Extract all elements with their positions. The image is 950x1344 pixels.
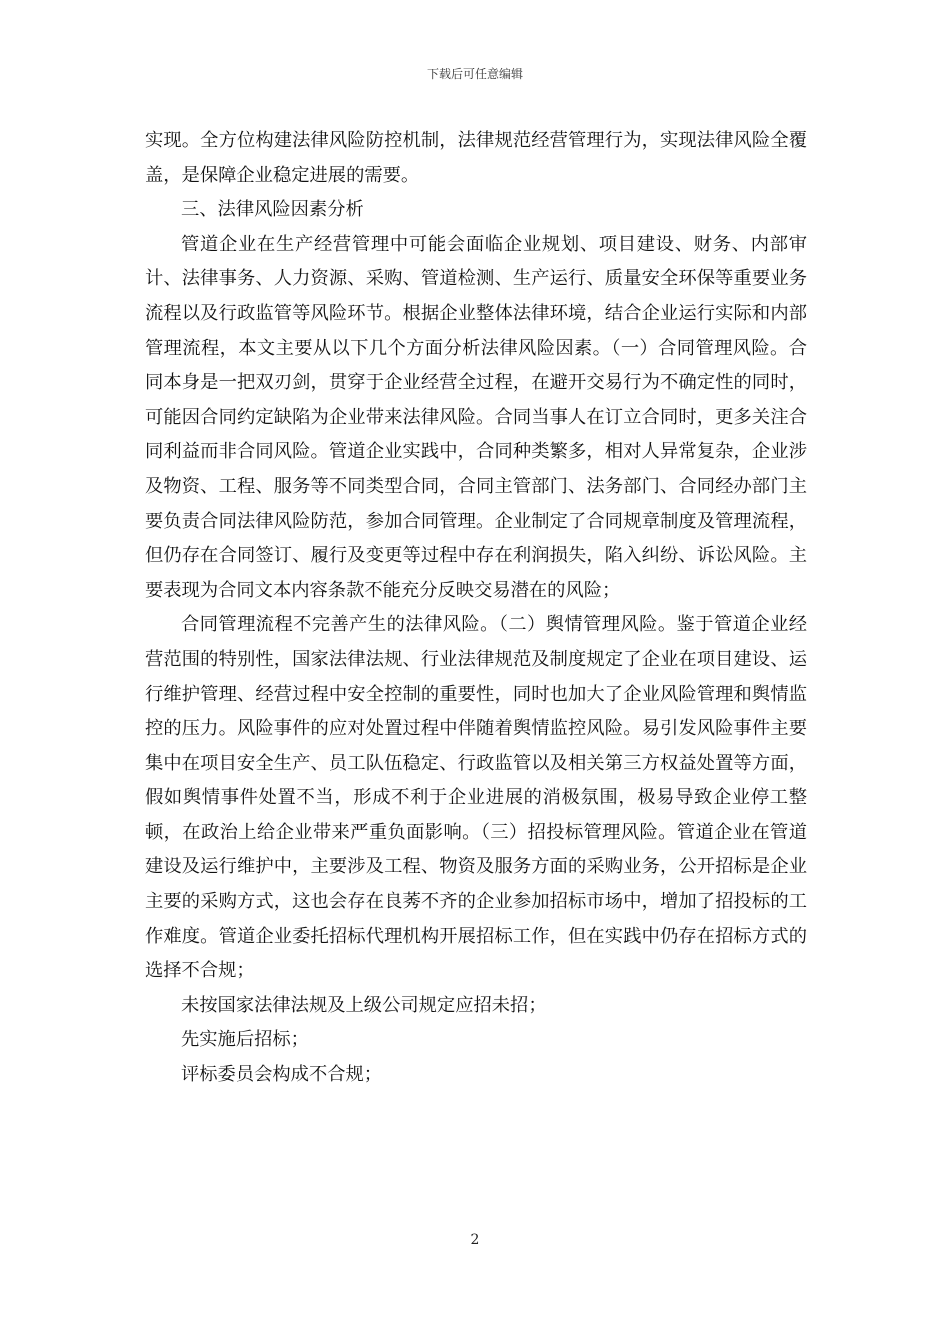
paragraph-list-item: 未按国家法律法规及上级公司规定应招未招； xyxy=(181,994,547,1016)
document-body xyxy=(145,124,807,1093)
paragraph-list-item: 评标委员会构成不合规； xyxy=(181,1064,383,1086)
paragraph-risk-analysis: 管道企业在生产经营管理中可能会面临企业规划、项目建设、财务、内部审计、法律事务、人力资源、采购、管道检测、生产运行、质量安全环保等重要业务流程以及行政监管等风险环节。根据企业整体法律环境，结合企业运行实际和内部管理流程，本文主要从以下几个方面分析法律风险因素。（一）合同管理风险。合同本身是一把双刃剑，贯穿于企业经营全过程，在避开交易行为不确定性的同时，可能因合同约定缺陷为企业带来法律风险。合同当事人在订立合同时，更多关注合同利益而非合同风险。管道企业实践中，合同种类繁多，相对人异常复杂，企业涉及物资、工程、服务等不同类型合同，合同主管部门、法务部门、合同经办部门主要负责合同法律风险防范，参加合同管理。企业制定了合同规章制度及管理流程，但仍存在合同签订、履行及变更等过程中存在利润损失，陷入纠纷、诉讼风险。主要表现为合同文本内容条款不能充分反映交易潜在的风险； xyxy=(145,233,807,601)
paragraph-public-opinion-bidding: 合同管理流程不完善产生的法律风险。（二）舆情管理风险。鉴于管道企业经营范围的特别性，国家法律法规、行业法律规范及制度规定了企业在项目建设、运行维护管理、经营过程中安全控制的重要性，同时也加大了企业风险管理和舆情监控的压力。风险事件的应对处置过程中伴随着舆情监控风险。易引发风险事件主要集中在项目安全生产、员工队伍稳定、行政监管以及相关第三方权益处置等方面，假如舆情事件处置不当，形成不利于企业进展的消极氛围，极易导致企业停工整顿，在政治上给企业带来严重负面影响。（三）招投标管理风险。管道企业在管道建设及运行维护中，主要涉及工程、物资及服务方面的采购业务，公开招标是企业主要的采购方式，这也会存在良莠不齐的企业参加招标市场中，增加了招投标的工作难度。管道企业委托招标代理机构开展招标工作，但在实践中仍存在招标方式的选择不合规； xyxy=(145,614,807,982)
paragraph-list-item: 先实施后招标； xyxy=(181,1029,309,1051)
paragraph-continuation: 实现。全方位构建法律风险防控机制，法律规范经营管理行为，实现法律风险全覆盖，是保障企业稳定进展的需要。 xyxy=(145,130,807,186)
page-header-note: 下载后可任意编辑 xyxy=(426,67,523,81)
section-heading: 三、法律风险因素分析 xyxy=(181,199,364,221)
page-number: 2 xyxy=(470,1232,480,1248)
